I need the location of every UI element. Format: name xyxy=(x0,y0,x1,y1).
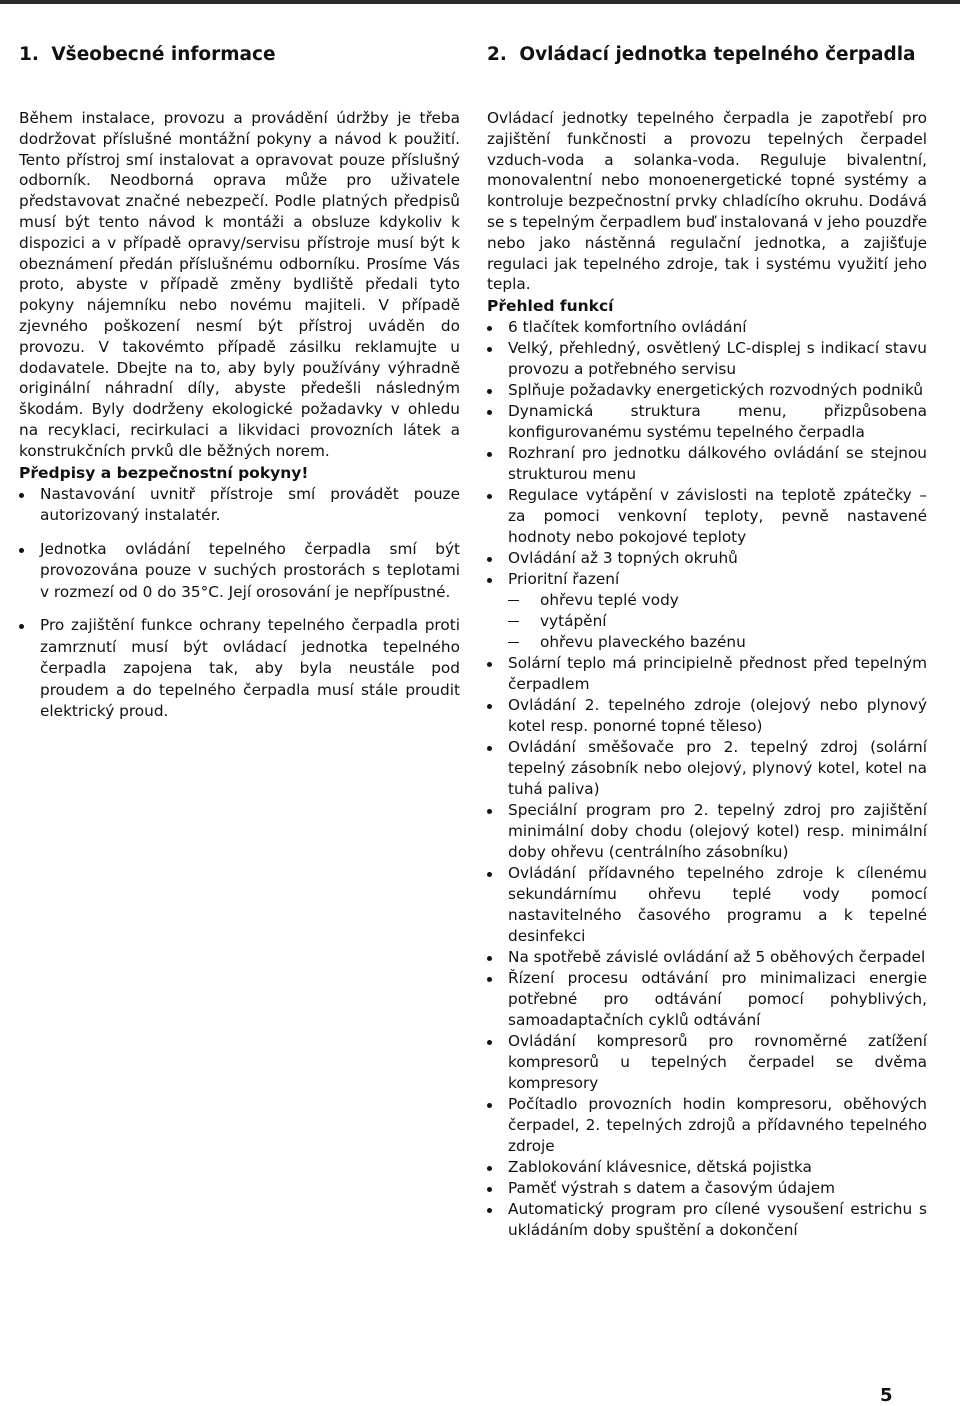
list-item: Počítadlo provozních hodin kompresoru, oběhových čerpadel, 2. tepelných zdrojů a přídavného tepelného zdroje xyxy=(487,1094,927,1157)
bullet-icon xyxy=(487,1166,492,1171)
list-item: Automatický program pro cílené vysoušení estrichu s ukládáním doby spuštění a dokončení xyxy=(487,1199,927,1241)
list-item: Ovládání 2. tepelného zdroje (olejový nebo plynový kotel resp. ponorné topné těleso) xyxy=(487,695,927,737)
bullet-icon xyxy=(487,1040,492,1045)
features-list xyxy=(487,317,927,1241)
bullet-icon xyxy=(487,557,492,562)
general-info-paragraph: Během instalace, provozu a provádění údržby je třeba dodržovat příslušné montážní pokyny a návod k použití. Tento přístroj smí instalovat a opravovat pouze příslušný odborník. Neodborná oprava může pro uživatele představovat značné nebezpečí. Podle platných předpisů musí být tento návod k montáži a obsluze kdykoliv k dispozici a v případě opravy/servisu přístroje musí být k obeznámení předán příslušnému odborníku. Prosíme Vás proto, abyste v případě změny bydliště předali tyto pokyny nájemníku nebo novému majiteli. V případě zjevného poškození nesmí být přístroj uváděn do provozu. V takovémto případě zásilku reklamujte u dodavatele. Dbejte na to, aby byly používány výhradně originální náhradní díly, abyste předešli následným škodám. Byly dodrženy ekologické požadavky v ohledu na recyklaci, recirkulaci a likvidaci provozních látek a konstrukčních prvků dle běžných norem. xyxy=(19,109,460,460)
list-item: Rozhraní pro jednotku dálkového ovládání se stejnou strukturou menu xyxy=(487,443,927,485)
sub-list-item: vytápění xyxy=(508,611,927,632)
list-item: Řízení procesu odtávání pro minimalizaci energie potřebné pro odtávání pomocí pohyblivých, samoadaptačních cyklů odtávání xyxy=(487,968,927,1031)
list-item: Ovládání kompresorů pro rovnoměrné zatížení kompresorů u tepelných čerpadel se dvěma kompresory xyxy=(487,1031,927,1094)
section-1-number: 1. xyxy=(19,44,39,65)
list-item: Prioritní řazení ohřevu teplé vody vytápění ohřevu plaveckého bazénu xyxy=(487,569,927,653)
left-column xyxy=(19,42,460,735)
bullet-icon xyxy=(487,347,492,352)
bullet-icon xyxy=(487,809,492,814)
right-column xyxy=(487,42,927,1241)
list-item: Ovládání přídavného tepelného zdroje k cílenému sekundárnímu ohřevu teplé vody pomocí nastavitelného časového programu a k tepelné desinfekci xyxy=(487,863,927,947)
safety-heading: Předpisy a bezpečnostní pokyny! xyxy=(19,463,309,482)
bullet-icon xyxy=(19,624,24,629)
bullet-icon xyxy=(487,956,492,961)
bullet-icon xyxy=(487,410,492,415)
section-2-title xyxy=(487,42,927,68)
page-top-border xyxy=(0,0,960,26)
bullet-icon xyxy=(19,548,24,553)
overview-heading: Přehled funkcí xyxy=(487,297,614,316)
bullet-icon xyxy=(487,494,492,499)
list-item: Velký, přehledný, osvětlený LC-displej s indikací stavu provozu a potřebného servisu xyxy=(487,338,927,380)
list-item: Solární teplo má principielně přednost před tepelným čerpadlem xyxy=(487,653,927,695)
list-item: Paměť výstrah s datem a časovým údajem xyxy=(487,1178,927,1199)
list-item: Jednotka ovládání tepelného čerpadla smí být provozována pouze v suchých prostorách s teplotami v rozmezí od 0 do 35°C. Její orosování je nepřípustné. xyxy=(19,539,460,604)
bullet-icon xyxy=(487,977,492,982)
bullet-icon xyxy=(19,493,24,498)
list-item: Zablokování klávesnice, dětská pojistka xyxy=(487,1157,927,1178)
bullet-icon xyxy=(487,1208,492,1213)
sub-list-item: ohřevu plaveckého bazénu xyxy=(508,632,927,653)
dash-icon xyxy=(508,600,519,601)
list-item: Ovládání až 3 topných okruhů xyxy=(487,548,927,569)
section-1-title xyxy=(19,42,460,68)
bullet-icon xyxy=(487,872,492,877)
safety-list xyxy=(19,484,460,723)
list-item: Regulace vytápění v závislosti na teplotě zpátečky – za pomoci venkovní teploty, pevně nastavené hodnoty nebo pokojové teploty xyxy=(487,485,927,548)
dash-icon xyxy=(508,642,519,643)
list-item: Ovládání směšovače pro 2. tepelný zdroj (solární tepelný zásobník nebo olejový, plynový kotel, kotel na tuhá paliva) xyxy=(487,737,927,800)
sub-list-item: ohřevu teplé vody xyxy=(508,590,927,611)
page-number: 5 xyxy=(880,1385,893,1406)
bullet-icon xyxy=(487,578,492,583)
list-item: Dynamická struktura menu, přizpůsobena konfigurovanému systému tepelného čerpadla xyxy=(487,401,927,443)
section-2-title-text: Ovládací jednotka tepelného čerpadla xyxy=(519,44,916,65)
control-unit-paragraph: Ovládací jednotky tepelného čerpadla je zapotřebí pro zajištění funkčnosti a provozu tepelných čerpadel vzduch-voda a solanka-voda. Reguluje bivalentní, monovalentní nebo monoenergetické topné systémy a kontroluje bezpečnostní prvky chladícího okruhu. Dodává se s tepelným čerpadlem buď instalovaná v jeho pouzdře nebo jako nástěnná regulační jednotka, a zajišťuje regulaci jak tepelného zdroje, tak i systému využití jeho tepla. xyxy=(487,109,927,294)
list-item: Pro zajištění funkce ochrany tepelného čerpadla proti zamrznutí musí být ovládací jednotka tepelného čerpadla zapojena tak, aby byla neustále pod proudem a do tepelného čerpadla musí stále proudit elektrický proud. xyxy=(19,615,460,723)
list-item: Splňuje požadavky energetických rozvodných podniků xyxy=(487,380,927,401)
bullet-icon xyxy=(487,1187,492,1192)
bullet-icon xyxy=(487,452,492,457)
bullet-icon xyxy=(487,389,492,394)
list-item: Nastavování uvnitř přístroje smí provádět pouze autorizovaný instalatér. xyxy=(19,484,460,527)
list-item: Speciální program pro 2. tepelný zdroj pro zajištění minimální doby chodu (olejový kotel) resp. minimální doby ohřevu (centrálního zásobníku) xyxy=(487,800,927,863)
list-item: Na spotřebě závislé ovládání až 5 oběhových čerpadel xyxy=(487,947,927,968)
list-item: 6 tlačítek komfortního ovládání xyxy=(487,317,927,338)
section-2-number: 2. xyxy=(487,44,507,65)
bullet-icon xyxy=(487,704,492,709)
bullet-icon xyxy=(487,746,492,751)
section-1-title-text: Všeobecné informace xyxy=(51,44,276,65)
dash-icon xyxy=(508,621,519,622)
bullet-icon xyxy=(487,662,492,667)
bullet-icon xyxy=(487,326,492,331)
bullet-icon xyxy=(487,1103,492,1108)
priority-sublist xyxy=(508,590,927,653)
